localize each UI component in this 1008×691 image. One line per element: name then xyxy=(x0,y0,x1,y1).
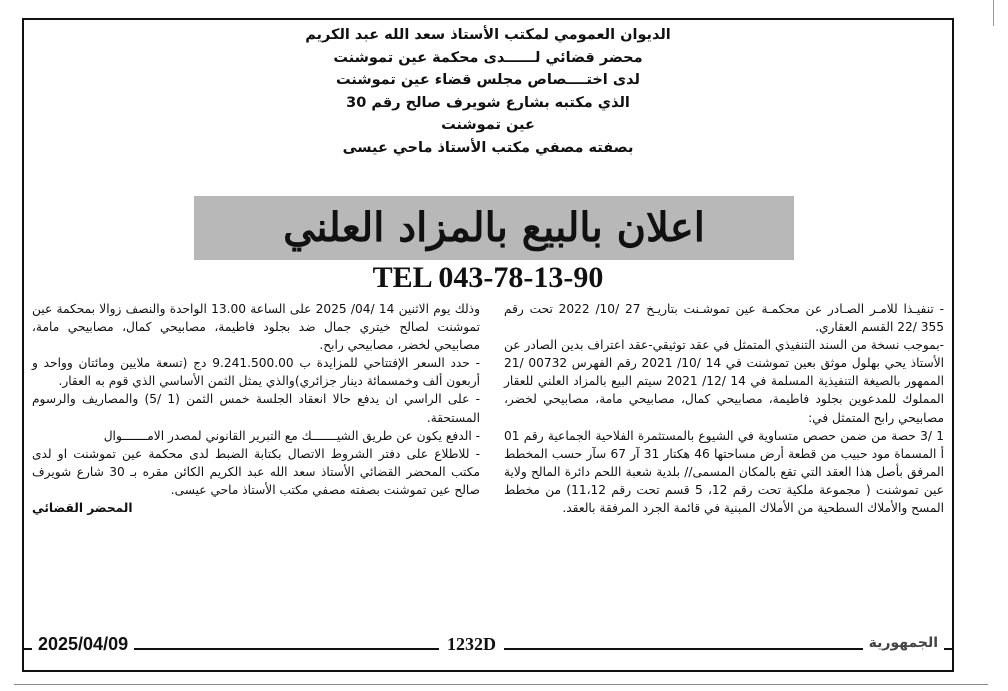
header-line-6: بصفته مصفي مكتب الأستاذ ماحي عيسى xyxy=(342,139,634,156)
right-paragraph: 1 /3 حصة من ضمن حصص متساوية في الشيوع بالمستثمرة الفلاحية الجماعية رقم 01 أ المسماة مود حبيب من قطعة أرض مساحتها 46 هكتار 31 آر 67 سآر حسب المخطط المرفق بأصل هذا العقد التي تقع بالمكان المسمى// بلدية شعبة اللحم دائرة المالح ولاية عين تموشنت ( مجموعة ملكية تحت رقم 12، 5 قسم تحت رقم 11،12) من مخطط المسح والأملاك السطحية من الأملاك المبنية في قائمة الجرد المرفقة بالعقد. xyxy=(504,428,944,516)
header-line-3: لدى اختــــصاص مجلس قضاء عين تموشنت xyxy=(336,72,640,88)
header-line-5: عين تموشنت xyxy=(441,117,535,133)
ad-reference-code: 1232D xyxy=(439,634,504,655)
page-edge-mark xyxy=(993,0,994,26)
header-line-1: الديوان العمومي لمكتب الأستاذ سعد الله عبد الكريم xyxy=(305,27,671,43)
title-banner xyxy=(194,196,794,260)
page-bottom-rule xyxy=(14,684,988,685)
right-paragraph: -بموجب نسخة من السند التنفيذي المتمثل في عقد توثيقي-عقد اعتراف بدين الصادر عن الأستاذ يحي بهلول موثق بعين تموشنت في 14 /10/ 2021 رقم الفهرس 00732 /21 الممهور بالصيغة التنفيذية المسلمة في 14 /12/ 2021 سيتم البيع بالمزاد العلني للعقار المملوك للمدعوين بجلود فاطيمة، مصابيحي كمال، مصابيحي مامة، مصابيحي لخضر، مصابيحي رابح المتمثل في: xyxy=(504,338,945,425)
left-paragraph: وذلك يوم الاثنين 14 /04/ 2025 على الساعة 13.00 الواحدة والنصف زوالا بمحكمة عين تموشنت لصالح خيتري جمال ضد بجلود فاطيمة، مصابيحي كمال، مصابيحي مامة، مصابيحي لخضر، مصابيحي رابح. xyxy=(32,302,480,353)
left-paragraph: - الدفع يكون عن طريق الشيـــــــك مع التبرير القانوني لمصدر الامـــــــوال xyxy=(103,428,480,443)
header-block xyxy=(24,24,952,159)
left-paragraph: - على الراسي ان يدفع حالا انعقاد الجلسة خمس الثمن (1 /5) والمصاريف والرسوم المستحقة. xyxy=(32,392,480,425)
right-paragraph: - تنفيـذا للامـر الصـادر عن محكمـة عين تموشـنت بتاريـخ 27 /10/ 2022 تحت رقم 355 /22 القسم العقاري. xyxy=(504,302,944,335)
left-column xyxy=(32,300,480,517)
announcement-frame xyxy=(22,18,954,672)
header-line-4: الذي مكتبه بشارع شويرف صالح رقم 30 xyxy=(346,94,630,111)
bailiff-signature: المحضر القضائي xyxy=(32,501,133,516)
left-paragraph: - للاطلاع على دفتر الشروط الاتصال بكتابة الضبط لدى محكمة عين تموشنت او لدى مكتب المحضر القضائي الأستاذ سعد الله عبد الكريم الكائن مقره بـ 30 شارع شويرف صالح عين تموشنت بصفته مصفي مكتب الأستاذ ماحي عيسى. xyxy=(32,446,480,497)
publication-date: 2025/04/09 xyxy=(32,634,134,655)
announcement-title: اعلان بالبيع بالمزاد العلني xyxy=(283,204,705,251)
left-paragraph: - حدد السعر الإفتتاحي للمزايدة ب 9.241.500.00 دج (تسعة ملايين ومائتان وواحد و أربعون ألف وخمسمائة دينار جزائري)والذي يمثل الثمن الأساسي الذي قوم به العقار. xyxy=(32,356,480,389)
header-line-2: محضر قضائي لــــــدى محكمة عين تموشنت xyxy=(333,49,643,66)
newspaper-logo: الجمهورية xyxy=(863,635,944,651)
telephone-number: TEL 043-78-13-90 xyxy=(372,261,604,294)
right-column xyxy=(504,300,944,517)
